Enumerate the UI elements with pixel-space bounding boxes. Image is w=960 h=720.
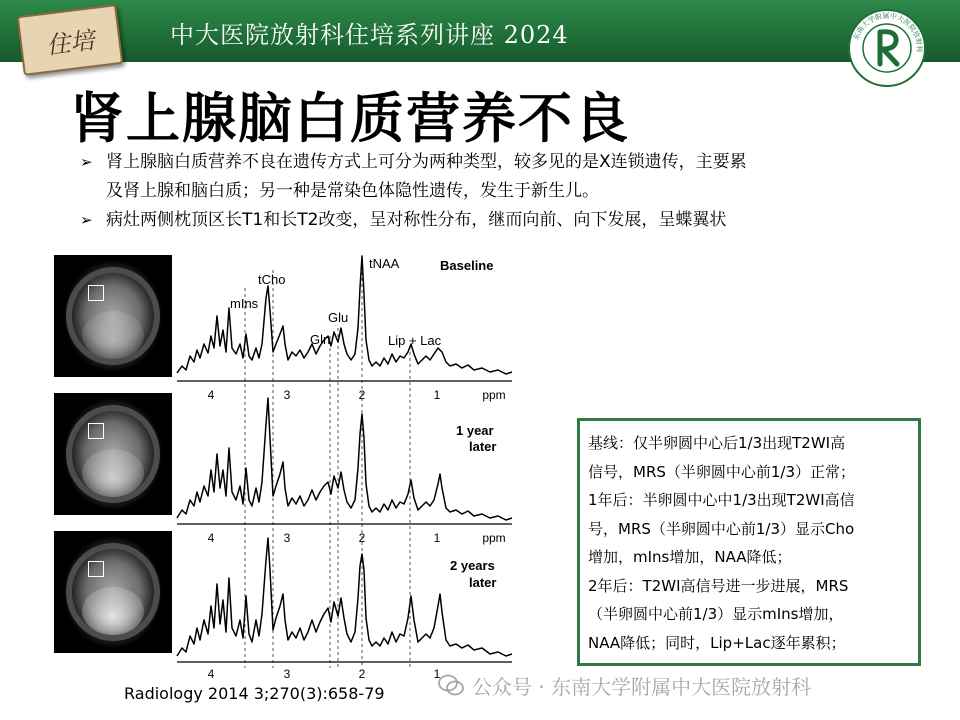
mri-scan-image [54,255,172,377]
roi-box [88,561,104,577]
axis-tick: 1 [433,388,441,402]
panel-label: Baseline [440,258,494,273]
axis-tick: 3 [283,531,291,545]
arrow-bullet-icon: ➢ [80,153,93,171]
badge-text: 住培 [44,25,96,60]
mri-scan-image [54,393,172,515]
note-line: （半卵圆中心前1/3）显示mIns增加， [588,605,844,623]
header-bar [0,0,960,62]
axis-tick: 4 [207,667,215,680]
axis-tick: 2 [358,667,366,680]
mri-scan-image [54,531,172,653]
mri-scan-column [54,255,172,669]
panel-label: later [469,439,497,454]
note-line: 1年后：半卵圆中心中1/3出现T2WI高信 [588,491,855,509]
peak-label: Glu [328,310,349,325]
axis-tick: 3 [283,388,291,402]
hospital-logo [847,8,927,88]
mrs-spectra-figure [172,248,517,680]
findings-note-box [577,418,921,666]
header-title: 中大医院放射科住培系列讲座 2024 [170,21,569,49]
logo-caption: 东南大学附属中大医院放射科 [852,11,924,53]
axis-unit: ppm [482,388,506,402]
bullet-line: 肾上腺脑白质营养不良在遗传方式上可分为两种类型，较多见的是X连锁遗传，主要累 [106,152,747,172]
note-line: 基线：仅半卵圆中心后1/3出现T2WI高 [588,434,846,452]
slide-title: 肾上腺脑白质营养不良 [70,87,630,150]
peak-label: tNAA [369,256,400,271]
axis-tick: 3 [283,667,291,680]
watermark [438,672,811,698]
residency-badge [17,4,124,76]
note-line: 增加，mIns增加，NAA降低； [588,548,792,566]
bullet-line: 及肾上腺和脑白质；另一种是常染色体隐性遗传，发生于新生儿。 [106,181,599,201]
note-line: 2年后：T2WI高信号进一步进展，MRS [588,576,849,595]
wechat-icon [438,674,464,696]
peak-label: Gln [310,332,331,347]
axis-tick: 4 [207,531,215,545]
peak-label: tCho [258,272,286,287]
figure-citation: Radiology 2014 3;270(3):658-79 [124,684,385,703]
axis-tick: 1 [433,531,441,545]
bullet-item [80,148,940,206]
roi-box [88,423,104,439]
note-line: NAA降低；同时，Lip+Lac逐年累积； [588,633,846,652]
axis-tick: 2 [358,531,366,545]
peak-label: Lip + Lac [388,333,442,348]
panel-label: 2 years [450,558,495,573]
bullet-item [80,206,940,235]
note-line: 号，MRS（半卵圆中心前1/3）显示Cho [588,519,855,538]
panel-label: later [469,575,497,590]
axis-tick: 1 [433,667,441,680]
bullet-line: 病灶两侧枕顶区长T1和长T2改变，呈对称性分布，继而向前、向下发展，呈蝶翼状 [106,210,727,230]
panel-label: 1 year [456,423,494,438]
peak-label: mIns [230,296,259,311]
watermark-text: 公众号 · 东南大学附属中大医院放射科 [472,674,812,699]
axis-unit: ppm [482,531,506,545]
axis-tick: 2 [358,388,366,402]
note-line: 信号，MRS（半卵圆中心前1/3）正常； [588,462,856,481]
arrow-bullet-icon: ➢ [80,211,93,229]
axis-tick: 4 [207,388,215,402]
spectrum-2-years [177,538,512,656]
bullet-list [80,148,940,235]
spectrum-1-year [177,398,512,520]
roi-box [88,285,104,301]
